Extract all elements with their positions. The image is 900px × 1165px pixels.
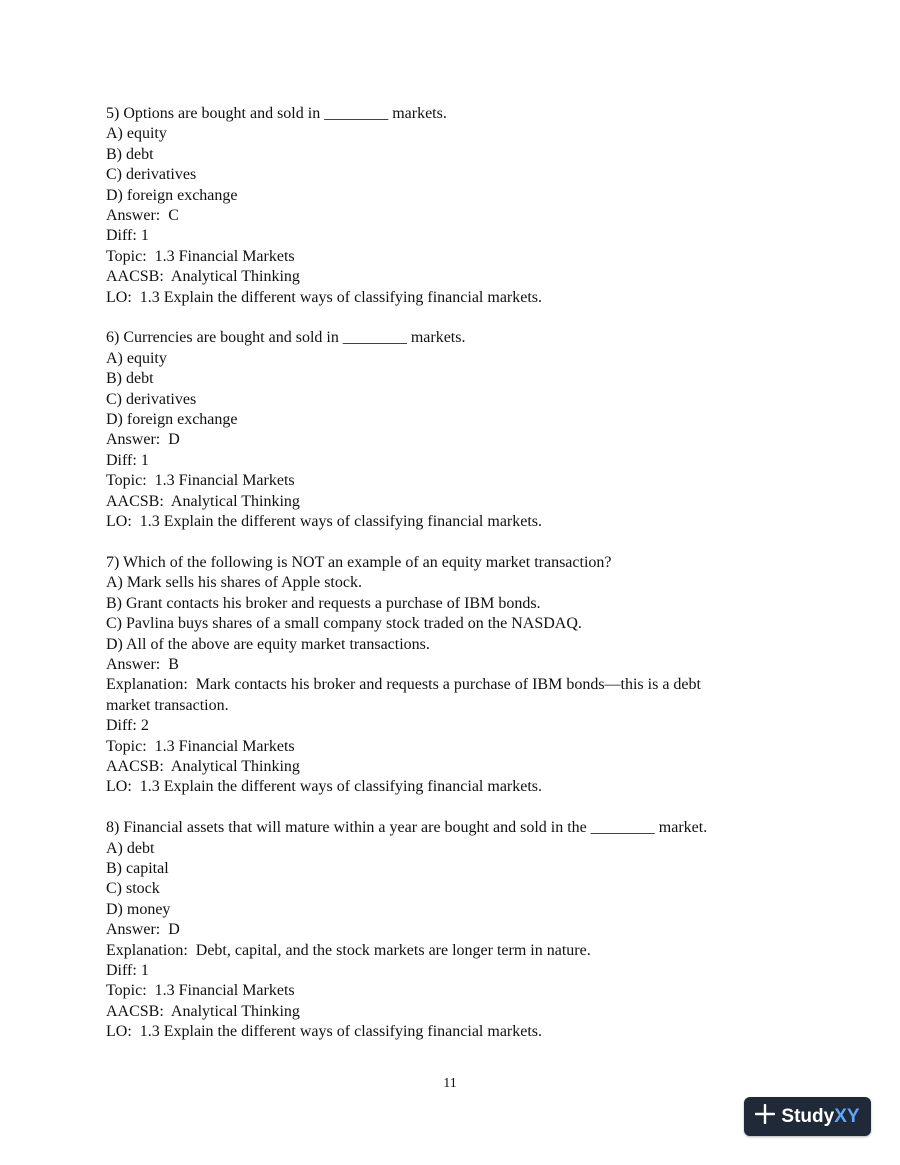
question-list xyxy=(106,104,806,1043)
learning-objective: LO: 1.3 Explain the different ways of classifying financial markets. xyxy=(106,1023,543,1041)
choice-d: D) money xyxy=(106,900,171,918)
spacer xyxy=(106,798,806,818)
choice-a: A) equity xyxy=(106,125,167,143)
explanation: Explanation: Mark contacts his broker and requests a purchase of IBM bonds—this is a debt xyxy=(106,676,701,694)
brand-accent: XY xyxy=(834,1105,860,1127)
choice-d: D) foreign exchange xyxy=(106,411,238,429)
choice-c: C) stock xyxy=(106,880,160,898)
choice-d: D) foreign exchange xyxy=(106,186,238,204)
topic: Topic: 1.3 Financial Markets xyxy=(106,737,295,755)
question-stem: 8) Financial assets that will mature within a year are bought and sold in the ________ market. xyxy=(106,819,708,837)
learning-objective: LO: 1.3 Explain the different ways of classifying financial markets. xyxy=(106,513,543,531)
answer: Answer: D xyxy=(106,921,180,939)
question-stem: 7) Which of the following is NOT an example of an equity market transaction? xyxy=(106,553,612,571)
question-block xyxy=(106,553,806,798)
answer: Answer: C xyxy=(106,207,179,225)
explanation: Explanation: Debt, capital, and the stock markets are longer term in nature. xyxy=(106,941,591,959)
aacsb: AACSB: Analytical Thinking xyxy=(106,757,300,775)
plus-icon xyxy=(755,1104,781,1130)
question-stem: 5) Options are bought and sold in ________ markets. xyxy=(106,105,447,122)
difficulty: Diff: 1 xyxy=(106,451,149,469)
choice-a: A) equity xyxy=(106,349,167,367)
explanation-continued: market transaction. xyxy=(106,696,229,714)
question-block xyxy=(106,104,806,308)
page-number: 11 xyxy=(443,1076,457,1091)
choice-c: C) derivatives xyxy=(106,166,197,184)
choice-b: B) debt xyxy=(106,370,154,388)
spacer xyxy=(106,308,806,328)
question-block xyxy=(106,818,806,1042)
difficulty: Diff: 2 xyxy=(106,717,149,735)
aacsb: AACSB: Analytical Thinking xyxy=(106,268,300,286)
choice-d: D) All of the above are equity market transactions. xyxy=(106,635,430,653)
answer: Answer: B xyxy=(106,655,179,673)
learning-objective: LO: 1.3 Explain the different ways of classifying financial markets. xyxy=(106,778,543,796)
learning-objective: LO: 1.3 Explain the different ways of classifying financial markets. xyxy=(106,288,543,306)
choice-b: B) capital xyxy=(106,859,169,877)
question-stem: 6) Currencies are bought and sold in ________ markets. xyxy=(106,329,466,347)
choice-c: C) derivatives xyxy=(106,390,197,408)
choice-b: B) debt xyxy=(106,145,154,163)
choice-a: A) Mark sells his shares of Apple stock. xyxy=(106,574,362,592)
spacer xyxy=(106,533,806,553)
aacsb: AACSB: Analytical Thinking xyxy=(106,492,300,510)
brand-main: Study xyxy=(781,1105,835,1127)
aacsb: AACSB: Analytical Thinking xyxy=(106,1002,300,1020)
choice-b: B) Grant contacts his broker and requests a purchase of IBM bonds. xyxy=(106,594,541,612)
difficulty: Diff: 1 xyxy=(106,962,149,980)
answer: Answer: D xyxy=(106,431,180,449)
topic: Topic: 1.3 Financial Markets xyxy=(106,247,295,265)
choice-c: C) Pavlina buys shares of a small company stock traded on the NASDAQ. xyxy=(106,615,582,633)
studyxy-badge[interactable] xyxy=(744,1097,871,1136)
topic: Topic: 1.3 Financial Markets xyxy=(106,982,295,1000)
choice-a: A) debt xyxy=(106,839,155,857)
difficulty: Diff: 1 xyxy=(106,227,149,245)
topic: Topic: 1.3 Financial Markets xyxy=(106,472,295,490)
question-block xyxy=(106,328,806,532)
